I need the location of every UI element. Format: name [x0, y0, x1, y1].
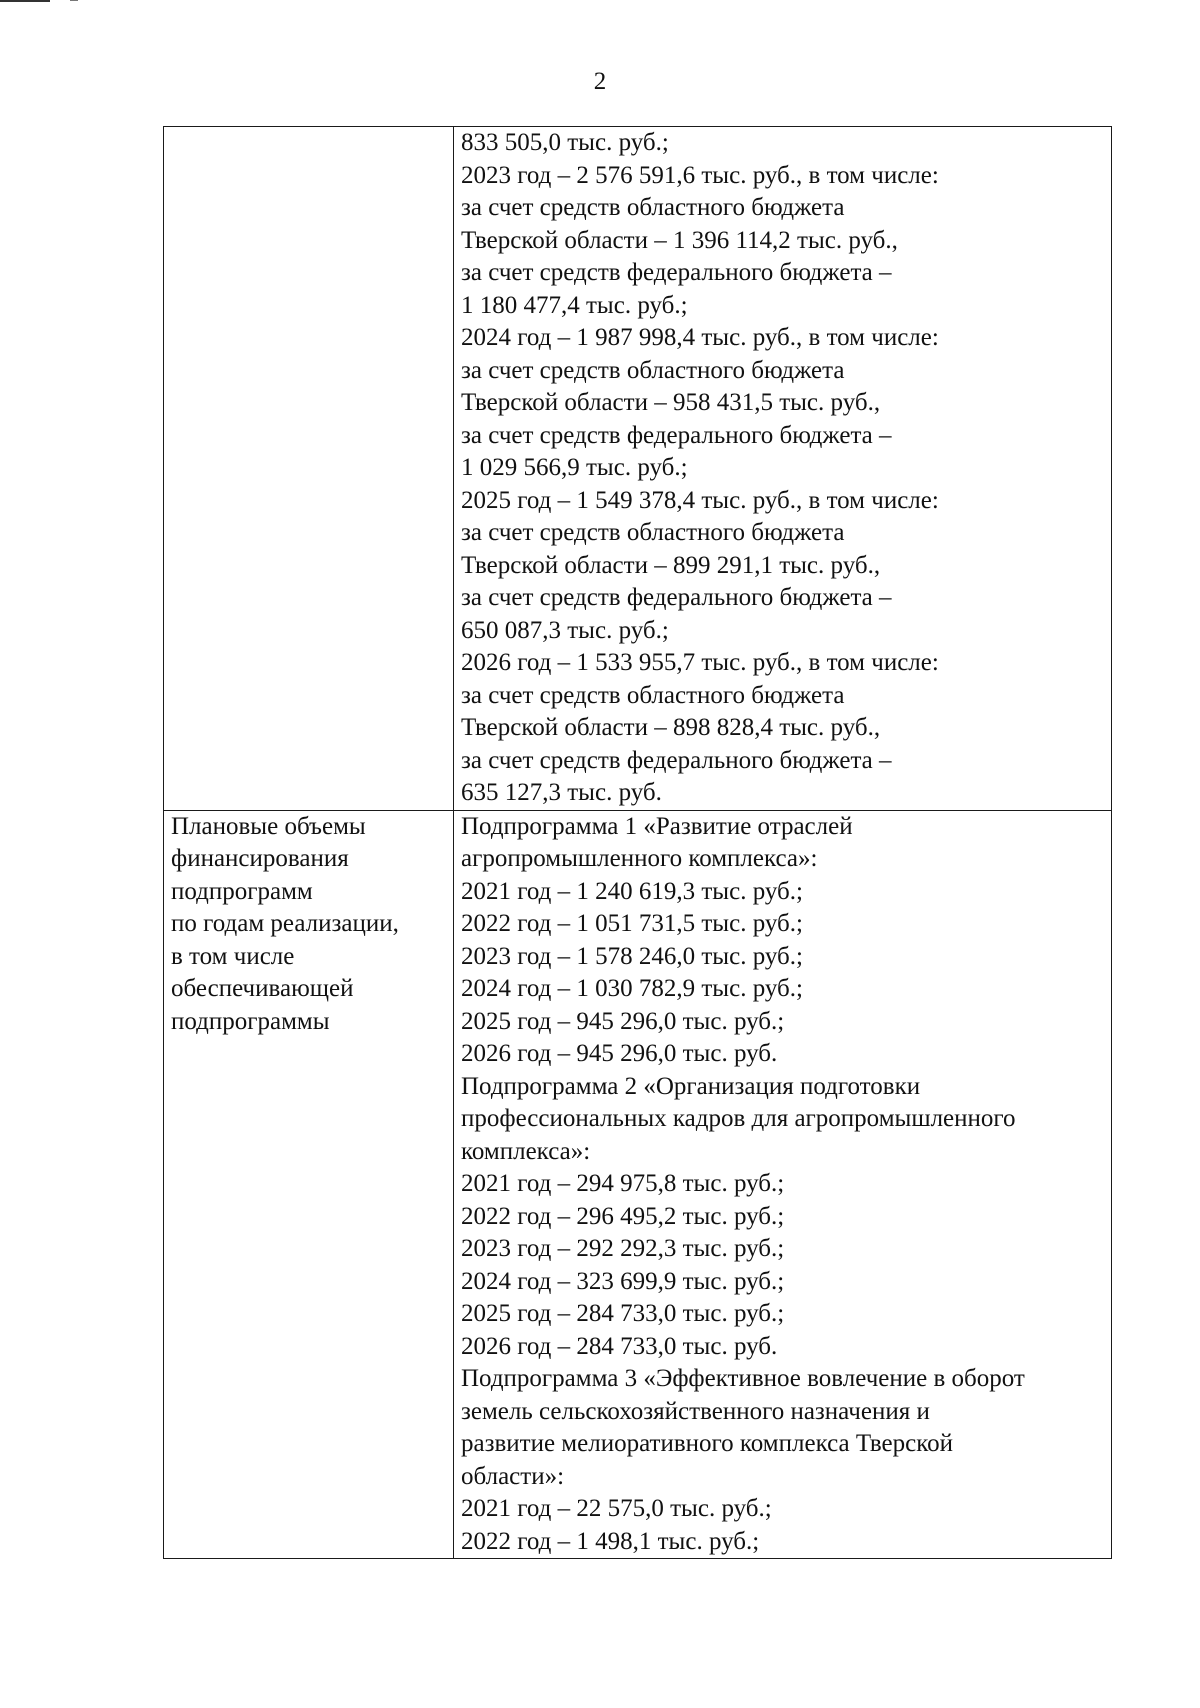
text-line: 2025 год – 945 296,0 тыс. руб.; — [461, 1007, 785, 1035]
text-line: за счет средств федерального бюджета – — [461, 746, 892, 774]
text-line: 2026 год – 1 533 955,7 тыс. руб., в том числе: — [461, 649, 939, 676]
row-content-cell — [454, 810, 1112, 1559]
text-line: 2025 год – 284 733,0 тыс. руб.; — [461, 1300, 785, 1327]
text-line: 2024 год – 1 030 782,9 тыс. руб.; — [461, 975, 803, 1002]
text-line: 2021 год – 294 975,8 тыс. руб.; — [461, 1170, 785, 1197]
text-line: за счет средств федерального бюджета – — [461, 584, 892, 611]
text-line: 650 087,3 тыс. руб.; — [461, 616, 669, 644]
text-line: развитие мелиоративного комплекса Тверской — [461, 1430, 953, 1457]
text-line: 833 505,0 тыс. руб.; — [461, 129, 669, 156]
text-line: за счет средств областного бюджета — [461, 194, 845, 221]
table-row — [164, 127, 1112, 811]
financing-table — [163, 126, 1112, 1559]
text-line: Тверской области – 898 828,4 тыс. руб., — [461, 714, 881, 741]
text-line: подпрограмм — [171, 877, 313, 905]
text-line: за счет средств федерального бюджета – — [461, 259, 892, 286]
text-line: комплекса»: — [461, 1137, 591, 1165]
table-row — [164, 810, 1112, 1559]
text-line: обеспечивающей — [171, 975, 354, 1002]
text-line: земель сельскохозяйственного назначения и — [461, 1397, 930, 1425]
row-label-cell — [164, 810, 454, 1559]
text-line: 2022 год – 1 498,1 тыс. руб.; — [461, 1527, 760, 1555]
text-line: 2021 год – 22 575,0 тыс. руб.; — [461, 1495, 772, 1522]
text-line: Подпрограмма 2 «Организация подготовки — [461, 1072, 921, 1100]
text-line: 2026 год – 284 733,0 тыс. руб. — [461, 1332, 778, 1360]
row-content-cell — [454, 127, 1112, 811]
text-line: 1 180 477,4 тыс. руб.; — [461, 291, 688, 319]
text-line: за счет средств областного бюджета — [461, 681, 845, 709]
text-line: финансирования — [171, 845, 349, 872]
text-line: Подпрограмма 1 «Развитие отраслей — [461, 812, 853, 840]
text-line: 635 127,3 тыс. руб. — [461, 779, 662, 806]
text-line: Плановые объемы — [171, 812, 366, 840]
text-line: за счет средств областного бюджета — [461, 519, 845, 546]
scan-artifact — [70, 0, 78, 1]
page-number: 2 — [593, 68, 607, 95]
text-line: за счет средств областного бюджета — [461, 356, 845, 384]
text-line: 2023 год – 292 292,3 тыс. руб.; — [461, 1235, 785, 1262]
text-line: 2026 год – 945 296,0 тыс. руб. — [461, 1040, 778, 1067]
text-line: по годам реализации, — [171, 910, 399, 937]
row-label-cell — [164, 127, 454, 811]
text-line: 2021 год – 1 240 619,3 тыс. руб.; — [461, 877, 803, 905]
text-line: Тверской области – 958 431,5 тыс. руб., — [461, 389, 881, 416]
text-line: за счет средств федерального бюджета – — [461, 421, 892, 449]
text-line: 2024 год – 1 987 998,4 тыс. руб., в том числе: — [461, 324, 939, 351]
text-line: Подпрограмма 3 «Эффективное вовлечение в оборот — [461, 1365, 1025, 1392]
text-line: области»: — [461, 1462, 565, 1490]
scan-artifact — [0, 0, 50, 2]
text-line: агропромышленного комплекса»: — [461, 845, 818, 872]
text-line: подпрограммы — [171, 1007, 330, 1035]
text-line: 2023 год – 1 578 246,0 тыс. руб.; — [461, 942, 803, 970]
text-line: в том числе — [171, 942, 295, 970]
text-line: 2025 год – 1 549 378,4 тыс. руб., в том числе: — [461, 486, 939, 514]
text-line: Тверской области – 899 291,1 тыс. руб., — [461, 551, 881, 579]
text-line: 2022 год – 1 051 731,5 тыс. руб.; — [461, 910, 803, 937]
text-line: 2024 год – 323 699,9 тыс. руб.; — [461, 1267, 785, 1295]
text-line: Тверской области – 1 396 114,2 тыс. руб., — [461, 226, 898, 254]
text-line: профессиональных кадров для агропромышленного — [461, 1105, 1016, 1132]
text-line: 1 029 566,9 тыс. руб.; — [461, 454, 688, 481]
text-line: 2022 год – 296 495,2 тыс. руб.; — [461, 1202, 785, 1230]
text-line: 2023 год – 2 576 591,6 тыс. руб., в том числе: — [461, 161, 939, 189]
